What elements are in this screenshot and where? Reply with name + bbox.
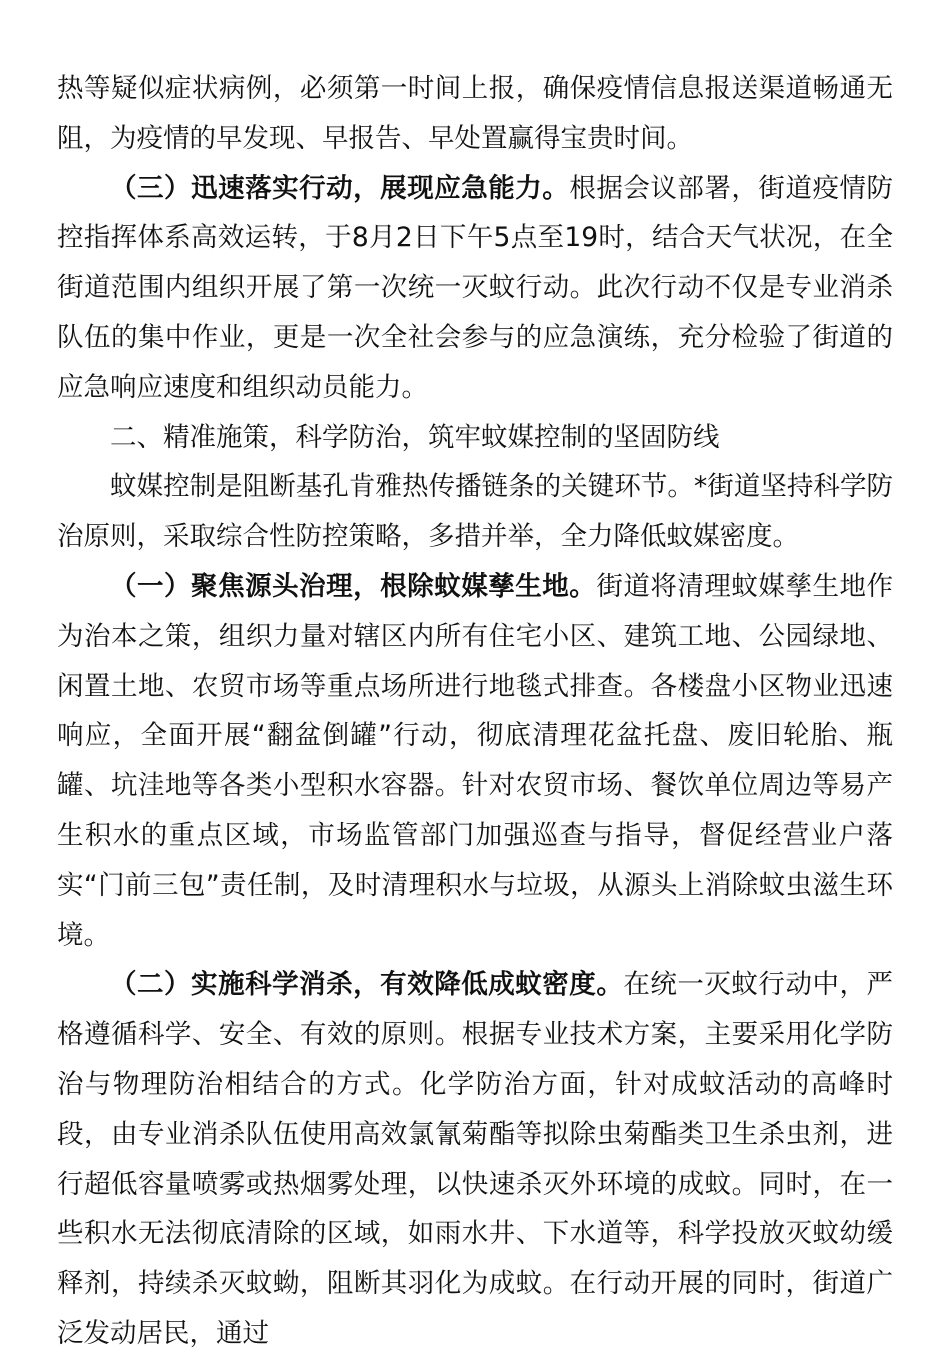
section-heading-2 <box>57 413 893 463</box>
paragraph-1-text: 热等疑似症状病例，必须第一时间上报，确保疫情信息报送渠道畅通无阻，为疫情的早发现、早报告、早处置赢得宝贵时间。 <box>57 73 893 154</box>
document-page <box>57 64 893 1359</box>
paragraph-5-text: 街道将清理蚊媒孳生地作为治本之策，组织力量对辖区内所有住宅小区、建筑工地、公园绿地、闲置土地、农贸市场等重点场所进行地毯式排查。各楼盘小区物业迅速响应，全面开展“翻盆倒罐”行动，彻底清理花盆托盘、废旧轮胎、瓶罐、坑洼地等各类小型积水容器。针对农贸市场、餐饮单位周边等易产生积水的重点区域，市场监管部门加强巡查与指导，督促经营业户落实“门前三包”责任制，及时清理积水与垃圾，从源头上消除蚊虫滋生环境。 <box>57 570 894 951</box>
paragraph-6-heading: （二）实施科学消杀，有效降低成蚊密度。 <box>110 969 624 1001</box>
paragraph-2 <box>57 164 893 413</box>
paragraph-1 <box>57 64 893 164</box>
paragraph-6-text: 在统一灭蚊行动中，严格遵循科学、安全、有效的原则。根据专业技术方案，主要采用化学防治与物理防治相结合的方式。化学防治方面，针对成蚊活动的高峰时段，由专业消杀队伍使用高效氯氰菊酯等拟除虫菊酯类卫生杀虫剂，进行超低容量喷雾或热烟雾处理，以快速杀灭外环境的成蚊。同时，在一些积水无法彻底清除的区域，如雨水井、下水道等，科学投放灭蚊幼缓释剂，持续杀灭蚊蚴，阻断其羽化为成蚊。在行动开展的同时，街道广泛发动居民，通过 <box>57 969 894 1349</box>
paragraph-6 <box>57 960 893 1358</box>
paragraph-4-text: 蚊媒控制是阻断基孔肯雅热传播链条的关键环节。*街道坚持科学防治原则，采取综合性防控策略，多措并举，全力降低蚊媒密度。 <box>57 471 893 553</box>
paragraph-4 <box>57 462 893 562</box>
paragraph-2-text: 根据会议部署，街道疫情防控指挥体系高效运转，于8月2日下午5点至19时，结合天气状况，在全街道范围内组织开展了第一次统一灭蚊行动。此次行动不仅是专业消杀队伍的集中作业，更是一次全社会参与的应急演练，充分检验了街道的应急响应速度和组织动员能力。 <box>57 172 894 403</box>
paragraph-5 <box>57 562 893 960</box>
section-heading-2-text: 二、精准施策，科学防治，筑牢蚊媒控制的坚固防线 <box>110 421 720 453</box>
paragraph-2-heading: （三）迅速落实行动，展现应急能力。 <box>110 172 570 204</box>
paragraph-5-heading: （一）聚焦源头治理，根除蚊媒孳生地。 <box>110 570 597 602</box>
